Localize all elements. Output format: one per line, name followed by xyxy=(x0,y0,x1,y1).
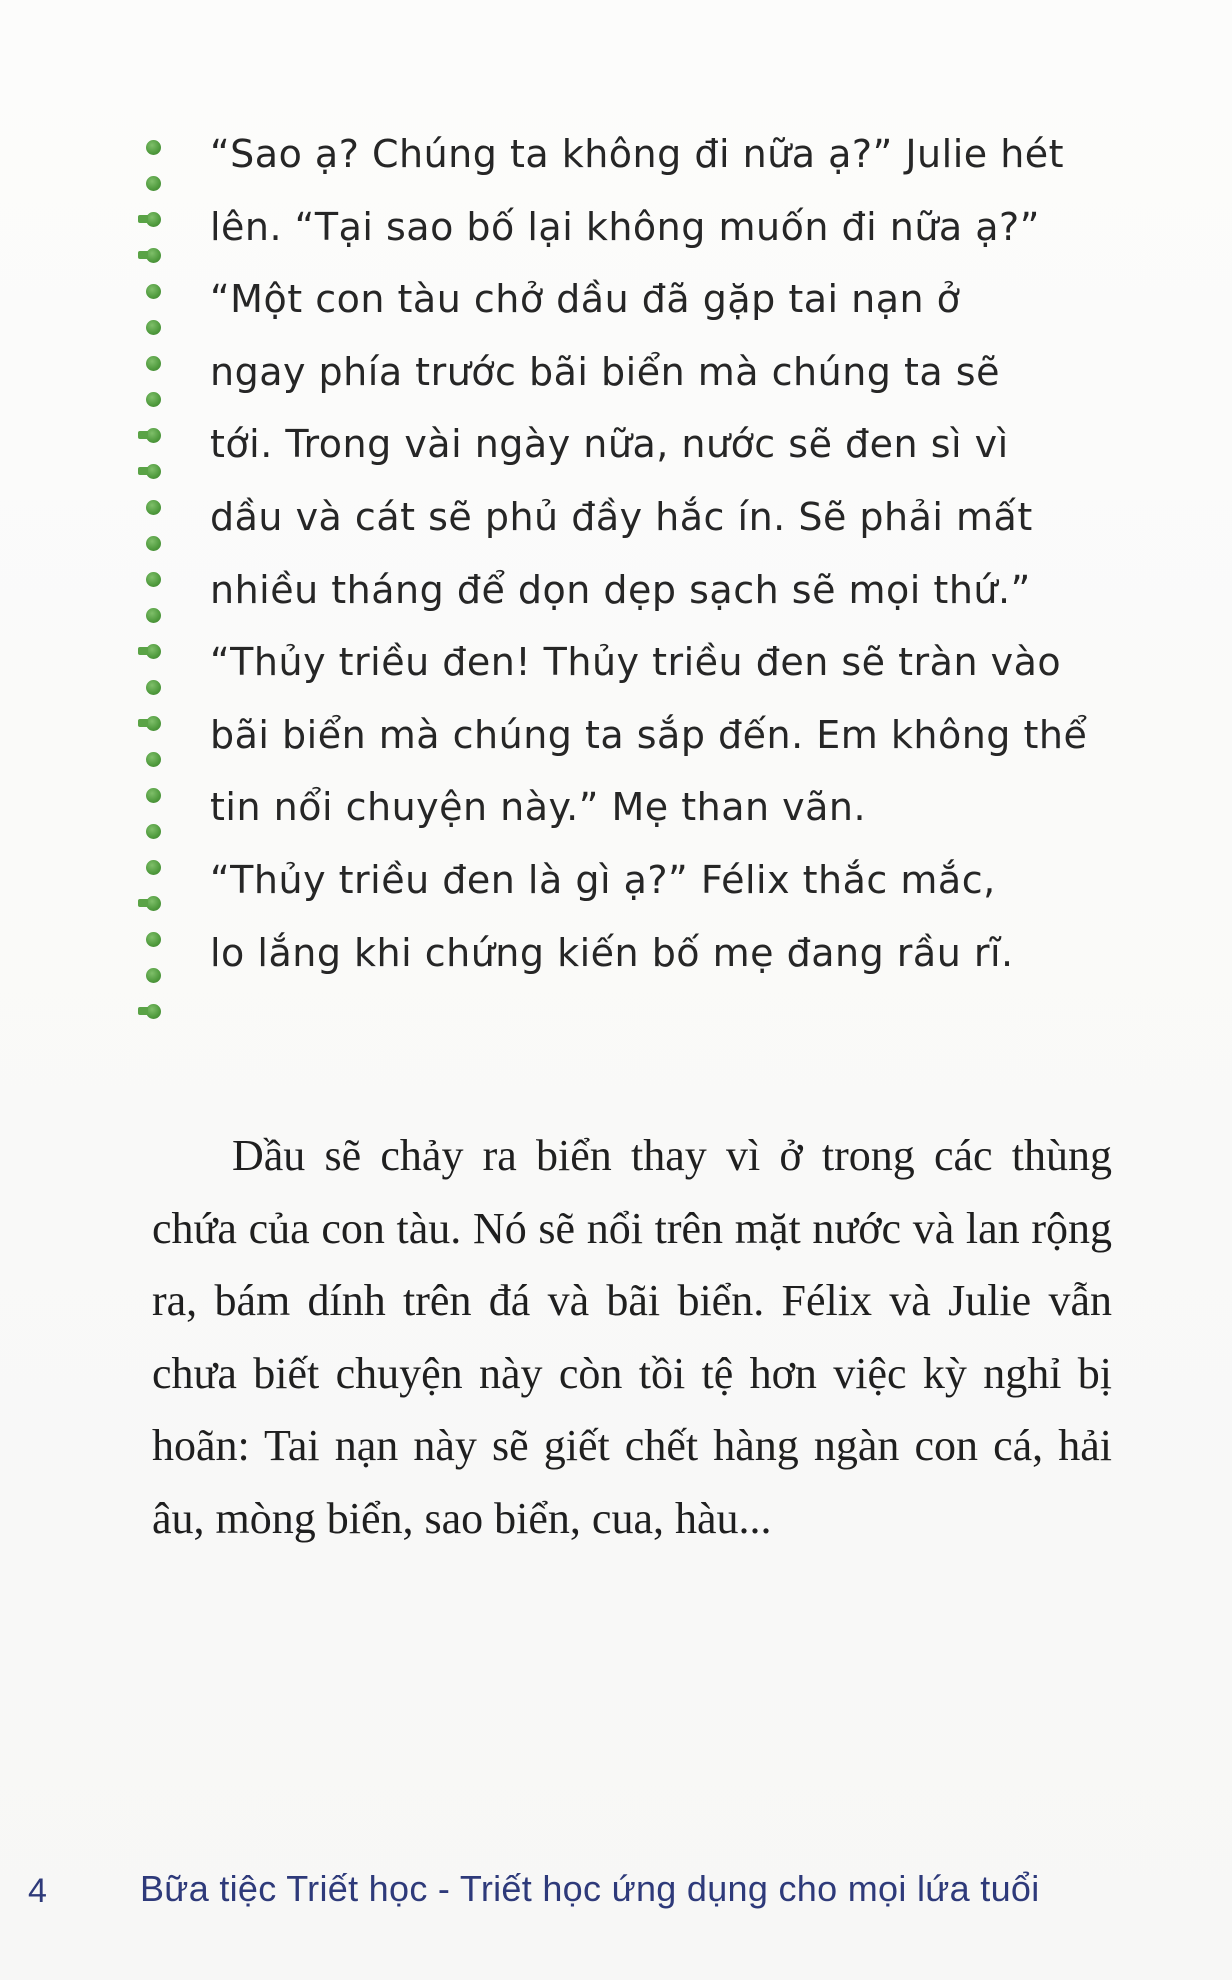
dot-icon xyxy=(146,752,161,767)
dot-icon xyxy=(146,788,161,803)
dot-icon xyxy=(146,608,161,623)
dot-icon xyxy=(146,248,161,263)
dot-icon xyxy=(146,824,161,839)
dot-icon xyxy=(146,140,161,155)
dot-icon xyxy=(146,716,161,731)
dot-icon xyxy=(146,356,161,371)
dot-icon xyxy=(146,968,161,983)
body-text xyxy=(152,1120,1112,1555)
dot-icon xyxy=(146,860,161,875)
dot-icon xyxy=(146,212,161,227)
dot-icon xyxy=(146,284,161,299)
dialogue-paragraph: “Sao ạ? Chúng ta không đi nữa ạ?” Julie hét lên. “Tại sao bố lại không muốn đi nữa ạ?” xyxy=(210,132,1065,249)
dot-icon xyxy=(146,536,161,551)
dot-icon xyxy=(146,392,161,407)
dot-icon xyxy=(146,464,161,479)
dot-icon xyxy=(146,644,161,659)
dot-icon xyxy=(146,932,161,947)
dot-icon xyxy=(146,500,161,515)
dialogue-paragraph: “Thủy triều đen là gì ạ?” Félix thắc mắc, lo lắng khi chứng kiến bố mẹ đang rầu rĩ. xyxy=(210,857,1014,975)
page-number: 4 xyxy=(28,1872,47,1910)
decorative-dot-border xyxy=(146,140,170,1010)
dot-icon xyxy=(146,896,161,911)
dot-icon xyxy=(146,572,161,587)
book-title: Bữa tiệc Triết học - Triết học ứng dụng cho mọi lứa tuổi xyxy=(140,1868,1040,1909)
dot-icon xyxy=(146,176,161,191)
dot-icon xyxy=(146,1004,161,1019)
dot-icon xyxy=(146,428,161,443)
dialogue-paragraph: “Thủy triều đen! Thủy triều đen sẽ tràn vào bãi biển mà chúng ta sắp đến. Em không thể tin nổi chuyện này.” Mẹ than vãn. xyxy=(210,640,1088,830)
dialogue-paragraph: “Một con tàu chở dầu đã gặp tai nạn ở ngay phía trước bãi biển mà chúng ta sẽ tới. Trong vài ngày nữa, nước sẽ đen sì vì dầu và cát sẽ phủ đầy hắc ín. Sẽ phải mất nhiều tháng để dọn dẹp sạch sẽ mọi thứ.” xyxy=(210,277,1033,612)
dialogue-block xyxy=(210,118,1110,989)
body-paragraph: Dầu sẽ chảy ra biển thay vì ở trong các thùng chứa của con tàu. Nó sẽ nổi trên mặt nước và lan rộng ra, bám dính trên đá và bãi biển. Félix và Julie vẫn chưa biết chuyện này còn tồi tệ hơn việc kỳ nghỉ bị hoãn: Tai nạn này sẽ giết chết hàng ngàn con cá, hải âu, mòng biển, sao biển, cua, hàu... xyxy=(152,1131,1112,1543)
page-footer xyxy=(0,1862,1232,1922)
dot-icon xyxy=(146,680,161,695)
dot-icon xyxy=(146,320,161,335)
